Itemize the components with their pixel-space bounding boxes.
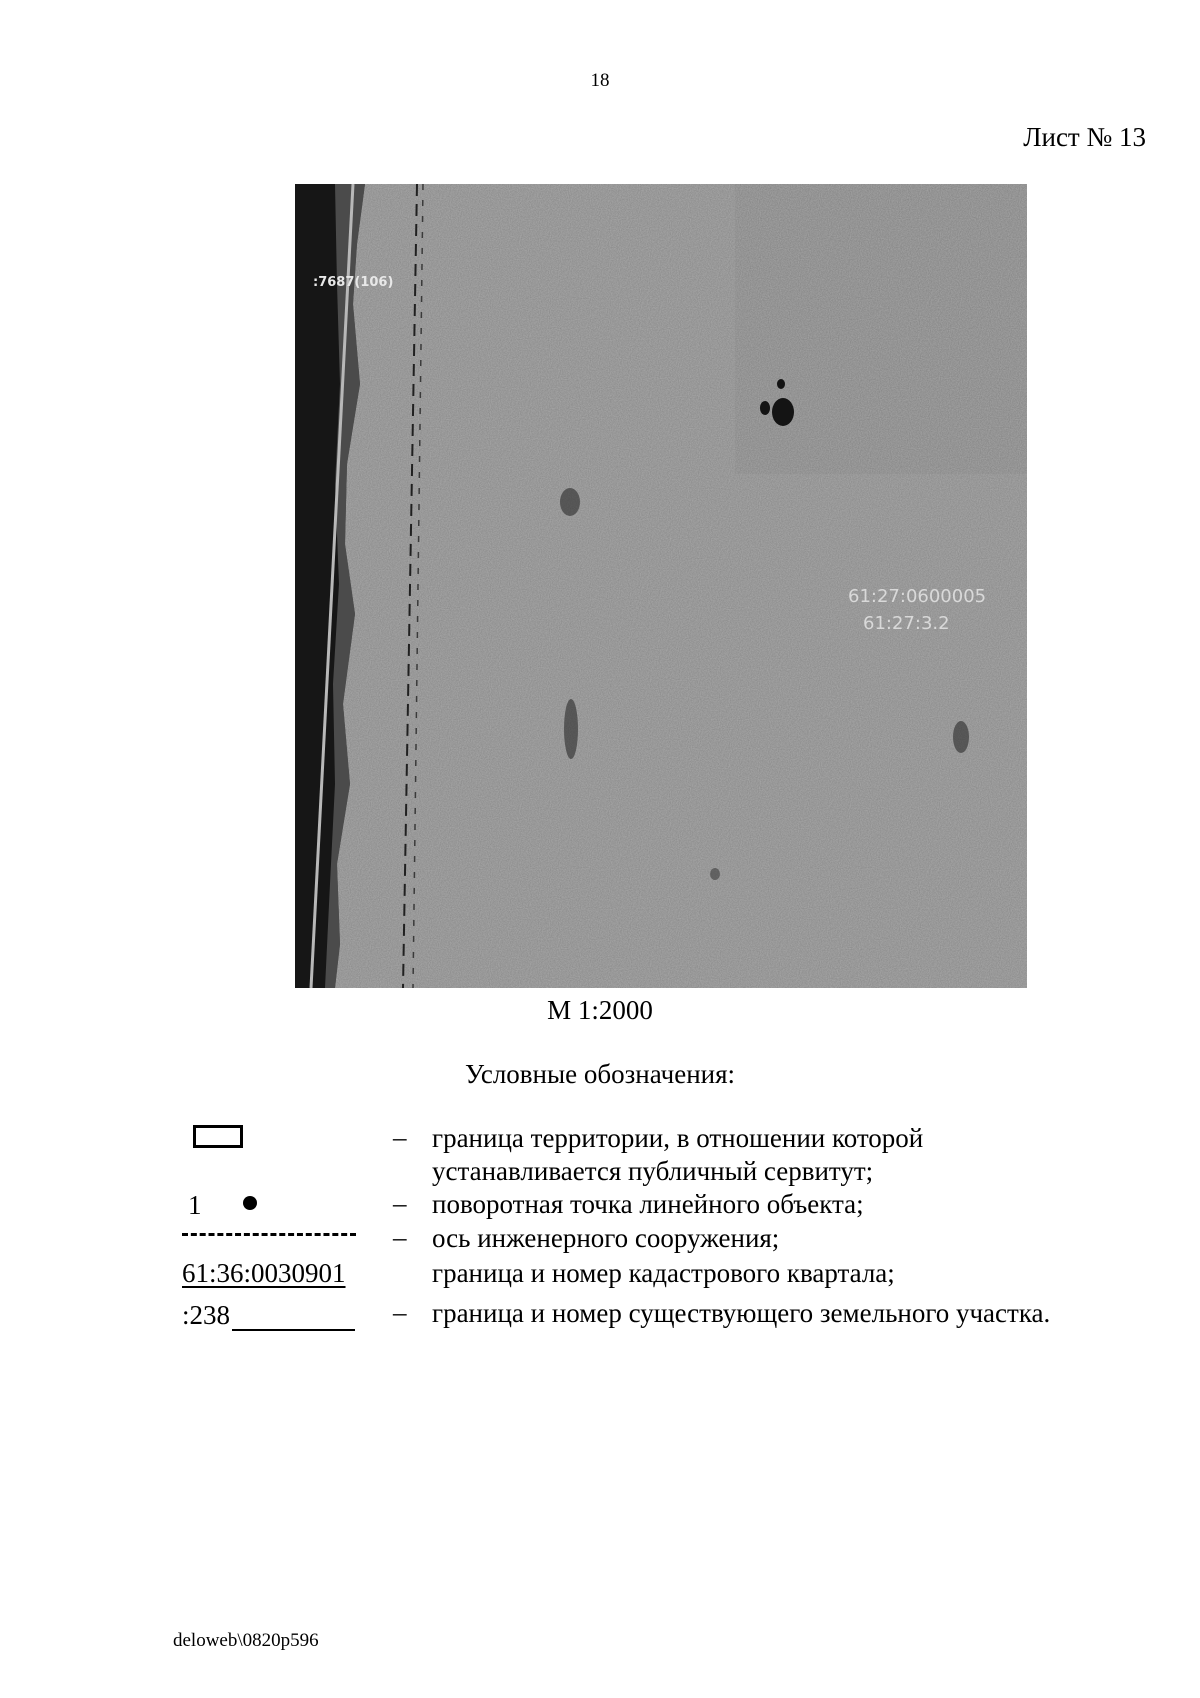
- legend-description: [432, 1222, 779, 1255]
- legend-symbol-point-dot: [243, 1196, 257, 1210]
- legend-description-line: ось инженерного сооружения;: [432, 1223, 780, 1253]
- legend-description: [432, 1122, 923, 1188]
- legend-description-line: поворотная точка линейного объекта;: [432, 1189, 864, 1219]
- legend-symbol-quarter: 61:36:0030901: [182, 1258, 346, 1288]
- map-scale: М 1:2000: [547, 995, 653, 1025]
- sheet-label: Лист № 13: [1023, 122, 1146, 152]
- legend-symbol-axis: [182, 1233, 356, 1236]
- legend-description-line: устанавливается публичный сервитут;: [432, 1156, 874, 1186]
- legend-dash: –: [393, 1297, 407, 1327]
- legend-symbol-parcel-line: [232, 1329, 355, 1331]
- legend-symbol-point-number: 1: [188, 1190, 202, 1220]
- legend-description-line: граница и номер кадастрового квартала;: [432, 1258, 895, 1288]
- legend-description: [432, 1257, 895, 1290]
- legend-symbol-boundary: [193, 1125, 243, 1148]
- map-label-parcel: 61:27:3.2: [863, 613, 950, 634]
- legend-symbol-parcel: :238: [182, 1300, 231, 1330]
- map-label-quarter: 61:27:0600005: [848, 586, 987, 607]
- legend-description: [432, 1188, 864, 1221]
- legend-description-line: граница территории, в отношении которой: [432, 1123, 924, 1153]
- map-label-left: :7687(106): [313, 275, 394, 290]
- legend-dash: –: [393, 1122, 407, 1152]
- legend-description-line: граница и номер существующего земельного участка.: [432, 1298, 1051, 1328]
- legend-description: [432, 1297, 1050, 1330]
- legend-dash: –: [393, 1222, 407, 1252]
- footer-path: deloweb\0820p596: [173, 1630, 319, 1651]
- legend-dash: –: [393, 1188, 407, 1218]
- page-number: 18: [590, 70, 610, 91]
- legend-title: Условные обозначения:: [464, 1059, 736, 1089]
